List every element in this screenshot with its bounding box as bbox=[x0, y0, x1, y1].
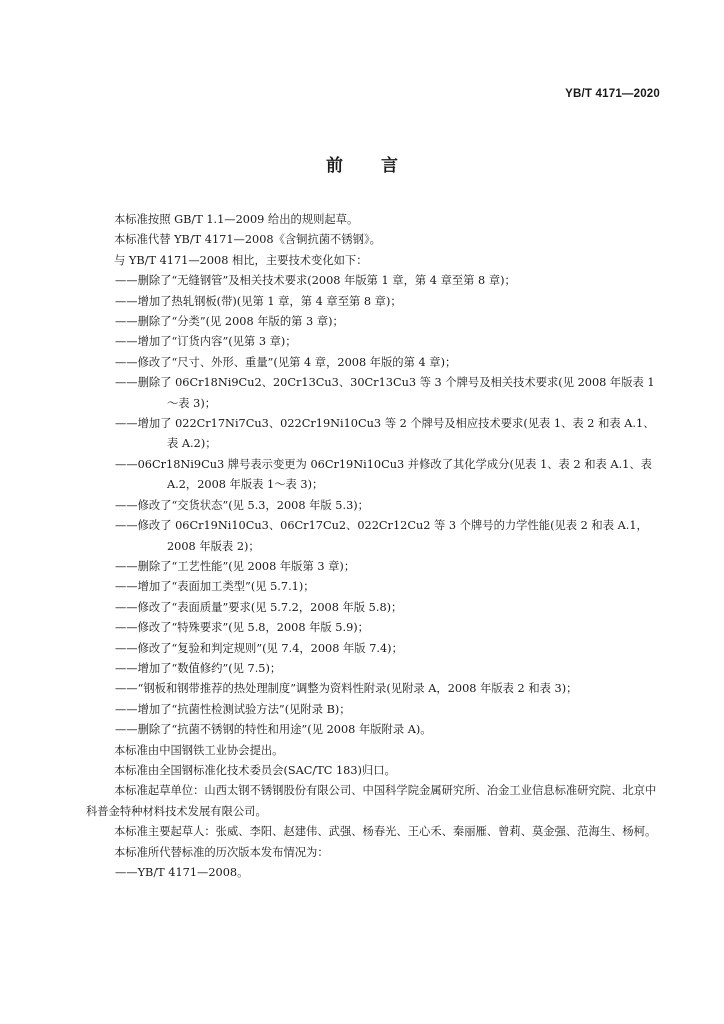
change-item: ——修改了“交货状态”(见 5.3，2008 年版 5.3)； bbox=[115, 498, 369, 512]
change-item: ——修改了“特殊要求”(见 5.8，2008 年版 5.9)； bbox=[115, 621, 369, 635]
change-item: ——增加了热轧钢板(带)(见第 1 章，第 4 章至第 8 章)； bbox=[115, 294, 402, 308]
change-item: ——增加了 022Cr17Ni7Cu3、022Cr19Ni10Cu3 等 2 个牌号及相应技术要求(见表 1、表 2 和表 A.1、表 A.2)； bbox=[115, 417, 655, 451]
change-item: ——删除了“抗菌不锈钢的特性和用途”(见 2008 年版附录 A)。 bbox=[115, 723, 432, 737]
closing-paragraph: 本标准所代替标准的历次版本发布情况为： bbox=[114, 845, 329, 859]
intro-paragraph: 本标准按照 GB/T 1.1—2009 给出的规则起草。 bbox=[114, 213, 359, 226]
drafters-paragraph: 本标准主要起草人：张威、李阳、赵建伟、武强、杨春光、王心禾、秦丽雁、曾莉、莫金强、范海生、杨柯。 bbox=[114, 825, 657, 839]
change-item: ——删除了“工艺性能”(见 2008 年版第 3 章)； bbox=[115, 559, 356, 573]
closing-paragraph: 本标准由中国钢铁工业协会提出。 bbox=[114, 743, 284, 757]
change-item: ——增加了“表面加工类型”(见 5.7.1)； bbox=[115, 580, 315, 594]
change-item: ——删除了 06Cr18Ni9Cu2、20Cr13Cu3、30Cr13Cu3 等 3 个牌号及相关技术要求(见 2008 年版表 1～表 3)； bbox=[115, 376, 655, 410]
change-item: ——增加了“抗菌性检测试验方法”(见附录 B)； bbox=[115, 702, 351, 716]
intro-paragraph: 本标准代替 YB/T 4171—2008《含铜抗菌不锈钢》。 bbox=[114, 233, 381, 247]
change-item: ——修改了“表面质量”要求(见 5.7.2，2008 年版 5.8)； bbox=[115, 600, 403, 614]
change-item: ——删除了“无缝钢管”及相关技术要求(2008 年版第 1 章，第 4 章至第 8 章)； bbox=[115, 274, 516, 288]
document-code: YB/T 4171—2020 bbox=[565, 88, 660, 100]
change-item: ——删除了“分类”(见 2008 年版的第 3 章)； bbox=[115, 315, 344, 329]
intro-paragraph: 与 YB/T 4171—2008 相比，主要技术变化如下： bbox=[114, 253, 368, 267]
change-item: ——“钢板和钢带推荐的热处理制度”调整为资料性附录(见附录 A，2008 年版表 2 和表 3)； bbox=[115, 682, 578, 696]
page-title: 前言 bbox=[326, 156, 436, 176]
change-item: ——修改了 06Cr19Ni10Cu3、06Cr17Cu2、022Cr12Cu2 等 3 个牌号的力学性能(见表 2 和表 A.1，2008 年版表 2)； bbox=[115, 519, 648, 553]
change-item: ——增加了“数值修约”(见 7.5)； bbox=[115, 661, 282, 675]
change-item: ——修改了“尺寸、外形、重量”(见第 4 章，2008 年版的第 4 章)； bbox=[115, 355, 457, 369]
change-item: ——修改了“复验和判定规则”(见 7.4，2008 年版 7.4)； bbox=[115, 641, 403, 655]
document-body bbox=[86, 210, 660, 883]
change-item: ——06Cr18Ni9Cu3 牌号表示变更为 06Cr19Ni10Cu3 并修改了其化学成分(见表 1、表 2 和表 A.1、表 A.2，2008 年版表 1～表 3)； bbox=[115, 457, 652, 492]
change-item: ——增加了“订货内容”(见第 3 章)； bbox=[115, 335, 297, 349]
closing-paragraph: 本标准由全国钢标准化技术委员会(SAC/TC 183)归口。 bbox=[114, 763, 396, 777]
history-item: ——YB/T 4171—2008。 bbox=[115, 866, 249, 879]
drafting-units-paragraph: 本标准起草单位：山西太钢不锈钢股份有限公司、中国科学院金属研究所、冶金工业信息标准研究院、北京中科普金特种材料技术发展有限公司。 bbox=[86, 784, 657, 818]
